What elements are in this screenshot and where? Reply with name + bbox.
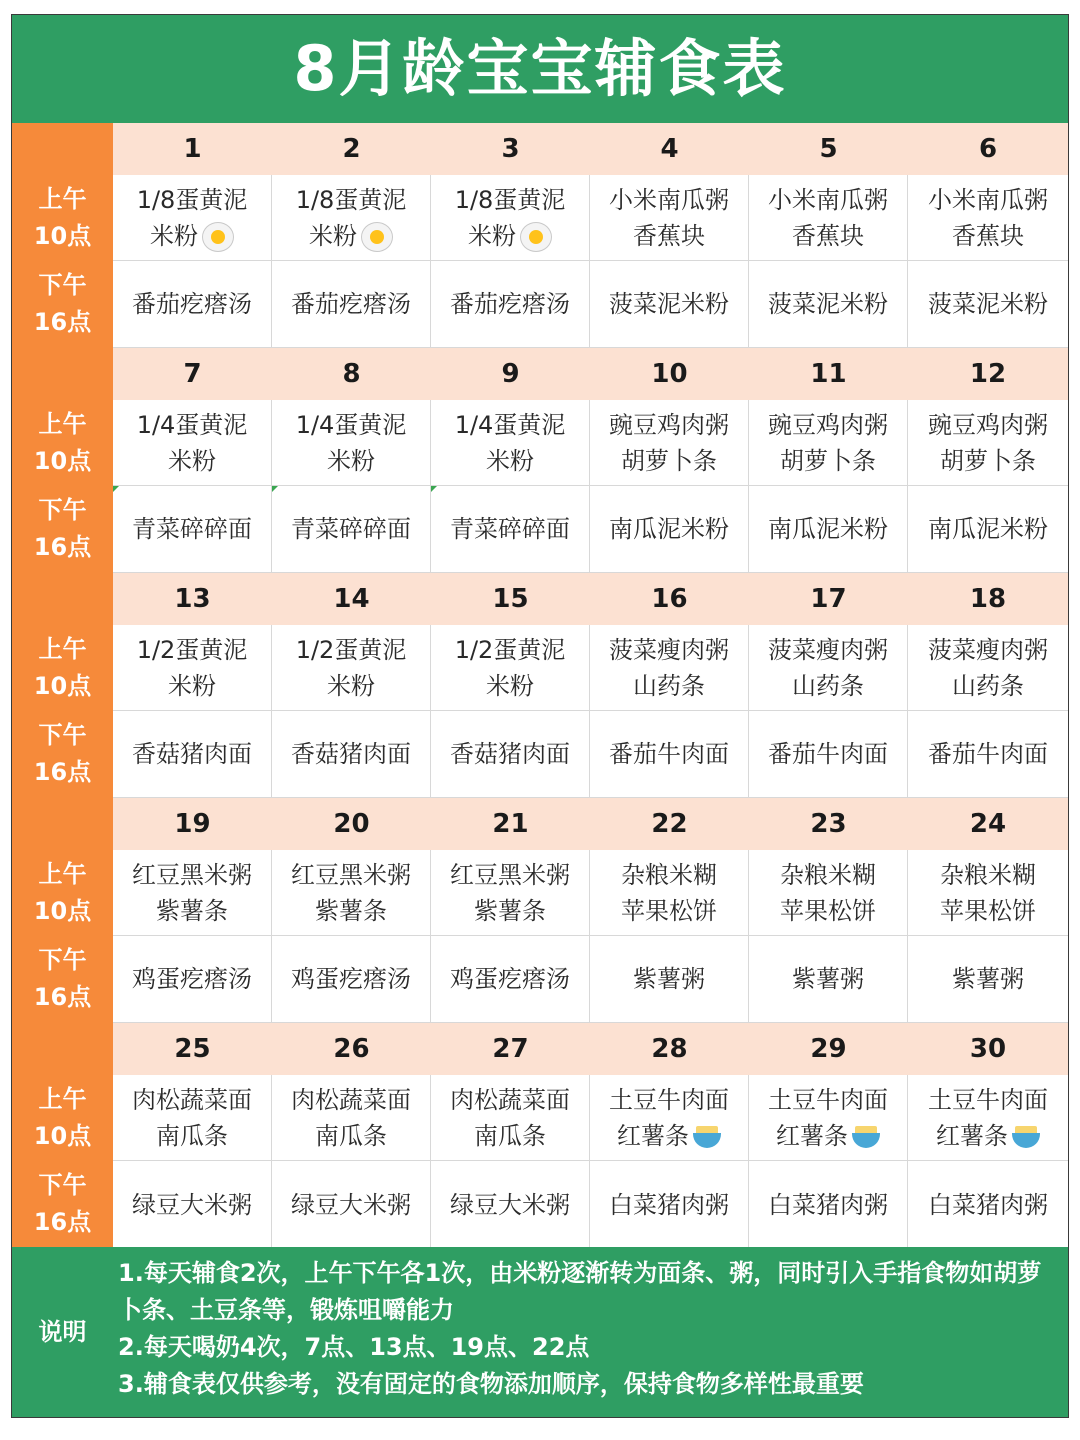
meal-text-line2: [940, 443, 1036, 479]
day-number: 26: [333, 1034, 370, 1064]
morning-meal-cell: [272, 175, 431, 261]
fried-egg-icon: [202, 222, 234, 252]
morning-meal-cell: [749, 625, 908, 711]
meal-text-line2: [952, 218, 1024, 254]
day-number: 24: [969, 809, 1007, 839]
noodle-bowl-icon: [693, 1124, 721, 1150]
afternoon-meal-cell: [590, 1161, 749, 1248]
morning-meal-cell: [908, 175, 1068, 261]
meal-text-line2: [940, 893, 1036, 929]
note-item: 1.每天辅食2次，上午下午各1次，由米粉逐渐转为面条、粥，同时引入手指食物如胡萝卜条、土豆条等，锻炼咀嚼能力: [118, 1259, 1042, 1324]
slot-label-line: 下午: [38, 1171, 87, 1199]
notes-section: [12, 1247, 1068, 1417]
morning-slot-label: [12, 1081, 113, 1155]
meal-text: 菠菜瘦肉粥: [928, 635, 1048, 664]
slot-label-line: 10点: [33, 1122, 92, 1150]
afternoon-meal-cell: [113, 486, 272, 573]
afternoon-meal-cell: [431, 486, 590, 573]
afternoon-meal-cell: [272, 711, 431, 798]
morning-meal-cell: [908, 625, 1068, 711]
meal-text-line2: [315, 1118, 387, 1154]
meal-text: 米粉: [468, 221, 516, 250]
afternoon-meal-cell: [590, 261, 749, 348]
slot-label-line: 上午: [38, 1085, 87, 1113]
morning-slot-label: [12, 181, 113, 255]
meal-text: 土豆牛肉面: [768, 1085, 888, 1114]
morning-meal-cell: [749, 400, 908, 486]
morning-meal-cell: [431, 625, 590, 711]
afternoon-meal-cell: [749, 711, 908, 798]
meal-text-line2: [168, 668, 216, 704]
slot-label-line: 上午: [38, 860, 87, 888]
slot-label-line: 10点: [33, 447, 92, 475]
meal-text: 南瓜泥米粉: [768, 515, 888, 543]
meal-text: 番茄牛肉面: [768, 740, 888, 768]
meal-text: 紫薯粥: [633, 965, 705, 993]
afternoon-meal-cell: [749, 936, 908, 1023]
day-number: 28: [651, 1034, 688, 1064]
afternoon-meal-cell: [272, 486, 431, 573]
afternoon-meal-cell: [431, 261, 590, 348]
meal-text: 南瓜条: [315, 1121, 387, 1150]
morning-meal-cell: [908, 1075, 1068, 1161]
meal-text: 山药条: [952, 671, 1024, 700]
day-number: 6: [978, 134, 998, 164]
fried-egg-icon: [520, 222, 552, 252]
meal-text-line2: [468, 218, 552, 254]
day-number: 10: [651, 359, 688, 389]
meal-text: 肉松蔬菜面: [291, 1085, 411, 1114]
meal-text-line2: [486, 668, 534, 704]
cell-corner-marker: [113, 486, 119, 492]
cell-corner-marker: [272, 486, 278, 492]
slot-label-line: 16点: [33, 533, 92, 561]
morning-meal-cell: [113, 850, 272, 936]
meal-text: 香蕉块: [792, 221, 864, 250]
day-number: 23: [810, 809, 847, 839]
meal-text: 红豆黑米粥: [132, 860, 252, 889]
meal-text-line2: [474, 1118, 546, 1154]
day-number: 8: [342, 359, 361, 389]
afternoon-slot-label: [12, 942, 113, 1016]
meal-text: 白菜猪肉粥: [768, 1190, 888, 1219]
meal-text: 米粉: [327, 671, 375, 700]
morning-meal-cell: [590, 175, 749, 261]
morning-meal-cell: [590, 1075, 749, 1161]
day-number: 13: [174, 584, 211, 614]
afternoon-meal-cell: [749, 1161, 908, 1248]
meal-text: 1/2蛋黄泥: [136, 635, 248, 664]
meal-text: 苹果松饼: [621, 896, 717, 925]
slot-label-line: 16点: [33, 983, 92, 1011]
meal-text: 绿豆大米粥: [132, 1190, 252, 1219]
afternoon-meal-cell: [272, 261, 431, 348]
meal-text: 土豆牛肉面: [609, 1085, 729, 1114]
meal-text: 1/4蛋黄泥: [454, 410, 566, 439]
meal-text: 番茄疙瘩汤: [450, 290, 570, 318]
afternoon-meal-cell: [113, 261, 272, 348]
afternoon-slot-label: [12, 492, 113, 566]
meal-text: 鸡蛋疙瘩汤: [450, 965, 570, 993]
meal-text: 土豆牛肉面: [928, 1085, 1048, 1114]
notes-body: [118, 1255, 1063, 1403]
notes-label: 说明: [38, 1318, 87, 1346]
meal-text: 香蕉块: [633, 221, 705, 250]
day-number: 20: [333, 809, 370, 839]
morning-meal-cell: [590, 850, 749, 936]
meal-text: 红薯条: [617, 1121, 689, 1150]
afternoon-slot-label: [12, 1167, 113, 1241]
meal-text: 南瓜泥米粉: [609, 515, 729, 543]
meal-text: 南瓜条: [156, 1121, 228, 1150]
meal-text-line2: [486, 443, 534, 479]
afternoon-meal-cell: [431, 936, 590, 1023]
meal-text: 紫薯条: [156, 896, 228, 925]
week-block: [12, 573, 1068, 798]
meal-text: 豌豆鸡肉粥: [609, 410, 729, 439]
meal-text: 肉松蔬菜面: [450, 1085, 570, 1114]
morning-meal-cell: [749, 850, 908, 936]
meal-text: 小米南瓜粥: [928, 185, 1048, 214]
meal-text-line2: [150, 218, 234, 254]
note-item: 3.辅食表仅供参考，没有固定的食物添加顺序，保持食物多样性最重要: [118, 1370, 864, 1398]
meal-text: 胡萝卜条: [621, 446, 717, 475]
afternoon-meal-cell: [113, 1161, 272, 1248]
day-number: 19: [174, 809, 211, 839]
meal-text: 青菜碎碎面: [291, 515, 411, 543]
meal-text: 1/8蛋黄泥: [454, 185, 566, 214]
meal-text: 小米南瓜粥: [609, 185, 729, 214]
meal-text: 香蕉块: [952, 221, 1024, 250]
meal-text-line2: [792, 668, 864, 704]
meal-text: 1/4蛋黄泥: [295, 410, 407, 439]
meal-text: 肉松蔬菜面: [132, 1085, 252, 1114]
meal-text-line2: [621, 893, 717, 929]
meal-text-line2: [168, 443, 216, 479]
meal-text-line2: [633, 218, 705, 254]
cell-corner-marker: [431, 486, 437, 492]
meal-text: 1/2蛋黄泥: [454, 635, 566, 664]
morning-meal-cell: [908, 850, 1068, 936]
meal-text: 山药条: [633, 671, 705, 700]
meal-text: 胡萝卜条: [780, 446, 876, 475]
meal-text: 白菜猪肉粥: [609, 1190, 729, 1219]
morning-meal-cell: [431, 850, 590, 936]
noodle-bowl-icon: [852, 1124, 880, 1150]
morning-meal-cell: [749, 175, 908, 261]
meal-text: 绿豆大米粥: [291, 1190, 411, 1219]
morning-slot-label: [12, 406, 113, 480]
morning-meal-cell: [431, 1075, 590, 1161]
meal-text: 南瓜条: [474, 1121, 546, 1150]
afternoon-meal-cell: [590, 936, 749, 1023]
morning-slot-label: [12, 631, 113, 705]
meal-text-line2: [474, 893, 546, 929]
meal-text: 紫薯粥: [952, 965, 1024, 993]
meal-text: 南瓜泥米粉: [928, 515, 1048, 543]
slot-label-line: 下午: [38, 946, 87, 974]
meal-text-line2: [327, 443, 375, 479]
meal-text: 豌豆鸡肉粥: [928, 410, 1048, 439]
note-item: 2.每天喝奶4次，7点、13点、19点、22点: [118, 1333, 590, 1361]
afternoon-meal-cell: [908, 936, 1068, 1023]
afternoon-meal-cell: [749, 261, 908, 348]
meal-text: 米粉: [309, 221, 357, 250]
meal-text: 杂粮米糊: [780, 860, 876, 889]
afternoon-meal-cell: [431, 711, 590, 798]
afternoon-meal-cell: [113, 711, 272, 798]
slot-label-line: 10点: [33, 897, 92, 925]
meal-text: 番茄牛肉面: [609, 740, 729, 768]
day-number: 18: [969, 584, 1007, 614]
meal-text: 番茄疙瘩汤: [132, 290, 252, 318]
day-number: 1: [183, 134, 202, 164]
meal-text: 杂粮米糊: [940, 860, 1036, 889]
afternoon-slot-label: [12, 267, 113, 341]
meal-text: 红薯条: [776, 1121, 848, 1150]
meal-text: 鸡蛋疙瘩汤: [291, 965, 411, 993]
afternoon-meal-cell: [590, 711, 749, 798]
day-number: 27: [492, 1034, 529, 1064]
meal-text-line2: [315, 893, 387, 929]
meal-text: 香菇猪肉面: [291, 740, 411, 768]
day-number-row: [113, 573, 1068, 625]
slot-label-line: 16点: [33, 1208, 92, 1236]
slot-label-line: 16点: [33, 308, 92, 336]
day-number: 17: [810, 584, 847, 614]
afternoon-meal-cell: [272, 936, 431, 1023]
meal-text: 豌豆鸡肉粥: [768, 410, 888, 439]
meal-text: 青菜碎碎面: [450, 515, 570, 543]
meal-text: 1/2蛋黄泥: [295, 635, 407, 664]
slot-label-line: 下午: [38, 721, 87, 749]
day-number-row: [113, 1023, 1068, 1075]
day-number: 25: [174, 1034, 211, 1064]
day-number: 15: [492, 584, 529, 614]
meal-text-line2: [952, 668, 1024, 704]
meal-text: 菠菜瘦肉粥: [768, 635, 888, 664]
meal-text-line2: [621, 443, 717, 479]
meal-text: 米粉: [486, 446, 534, 475]
morning-meal-cell: [431, 400, 590, 486]
afternoon-meal-cell: [431, 1161, 590, 1248]
day-number: 9: [501, 359, 520, 389]
fried-egg-icon: [361, 222, 393, 252]
meal-text: 米粉: [486, 671, 534, 700]
meal-text: 青菜碎碎面: [132, 515, 252, 543]
day-number: 14: [333, 584, 370, 614]
meal-text-line2: [780, 443, 876, 479]
morning-meal-cell: [272, 850, 431, 936]
meal-text-line2: [780, 893, 876, 929]
day-number: 16: [651, 584, 688, 614]
slot-label-line: 16点: [33, 758, 92, 786]
morning-meal-cell: [113, 400, 272, 486]
meal-text-line2: [327, 668, 375, 704]
meal-text: 米粉: [168, 446, 216, 475]
meal-text-line2: [309, 218, 393, 254]
meal-text: 香菇猪肉面: [132, 740, 252, 768]
day-number-row: [113, 123, 1068, 175]
afternoon-meal-cell: [908, 486, 1068, 573]
slot-label-line: 下午: [38, 271, 87, 299]
day-number-row: [113, 798, 1068, 850]
meal-text: 番茄牛肉面: [928, 740, 1048, 768]
day-number: 3: [501, 134, 520, 164]
meal-text-line2: [617, 1118, 721, 1154]
day-number: 30: [969, 1034, 1007, 1064]
meal-text: 菠菜泥米粉: [768, 290, 888, 318]
meal-text: 杂粮米糊: [621, 860, 717, 889]
meal-text: 白菜猪肉粥: [928, 1190, 1048, 1219]
meal-text: 米粉: [150, 221, 198, 250]
meal-text: 小米南瓜粥: [768, 185, 888, 214]
meal-text: 苹果松饼: [780, 896, 876, 925]
morning-meal-cell: [272, 1075, 431, 1161]
day-number: 21: [492, 809, 529, 839]
meal-text: 鸡蛋疙瘩汤: [132, 965, 252, 993]
day-number: 2: [342, 134, 361, 164]
day-number: 29: [810, 1034, 847, 1064]
morning-meal-cell: [590, 625, 749, 711]
meal-text: 1/4蛋黄泥: [136, 410, 248, 439]
week-block: [12, 798, 1068, 1023]
afternoon-meal-cell: [590, 486, 749, 573]
slot-label-line: 上午: [38, 410, 87, 438]
meal-text: 菠菜瘦肉粥: [609, 635, 729, 664]
morning-meal-cell: [272, 400, 431, 486]
meal-text: 红豆黑米粥: [291, 860, 411, 889]
meal-text: 1/8蛋黄泥: [295, 185, 407, 214]
slot-label-line: 下午: [38, 496, 87, 524]
day-number: 12: [969, 359, 1007, 389]
morning-slot-label: [12, 856, 113, 930]
meal-text-line2: [633, 668, 705, 704]
morning-meal-cell: [590, 400, 749, 486]
afternoon-meal-cell: [113, 936, 272, 1023]
afternoon-meal-cell: [908, 261, 1068, 348]
meal-text-line2: [156, 893, 228, 929]
meal-text-line2: [792, 218, 864, 254]
afternoon-meal-cell: [749, 486, 908, 573]
afternoon-slot-label: [12, 717, 113, 791]
meal-text: 苹果松饼: [940, 896, 1036, 925]
noodle-bowl-icon: [1012, 1124, 1040, 1150]
morning-meal-cell: [908, 400, 1068, 486]
day-number: 4: [660, 134, 679, 164]
morning-meal-cell: [272, 625, 431, 711]
morning-meal-cell: [113, 175, 272, 261]
day-number-row: [113, 348, 1068, 400]
meal-text: 山药条: [792, 671, 864, 700]
meal-text-line2: [156, 1118, 228, 1154]
slot-label-line: 10点: [33, 672, 92, 700]
meal-text: 红豆黑米粥: [450, 860, 570, 889]
afternoon-meal-cell: [908, 711, 1068, 798]
day-number: 22: [651, 809, 688, 839]
meal-text: 菠菜泥米粉: [928, 290, 1048, 318]
meal-text-line2: [936, 1118, 1040, 1154]
morning-meal-cell: [431, 175, 590, 261]
meal-text: 绿豆大米粥: [450, 1190, 570, 1219]
meal-text: 米粉: [168, 671, 216, 700]
page-title: 8月龄宝宝辅食表: [12, 15, 1068, 123]
meal-text: 紫薯粥: [792, 965, 864, 993]
slot-label-line: 10点: [33, 222, 92, 250]
week-block: [12, 1023, 1068, 1248]
slot-label-line: 上午: [38, 185, 87, 213]
day-number: 5: [819, 134, 838, 164]
meal-text: 紫薯条: [315, 896, 387, 925]
afternoon-meal-cell: [272, 1161, 431, 1248]
meal-text: 胡萝卜条: [940, 446, 1036, 475]
week-block: [12, 348, 1068, 573]
meal-text: 番茄疙瘩汤: [291, 290, 411, 318]
morning-meal-cell: [113, 1075, 272, 1161]
day-number: 7: [183, 359, 202, 389]
meal-text: 红薯条: [936, 1121, 1008, 1150]
meal-text: 1/8蛋黄泥: [136, 185, 248, 214]
meal-text: 香菇猪肉面: [450, 740, 570, 768]
meal-text: 米粉: [327, 446, 375, 475]
meal-text: 菠菜泥米粉: [609, 290, 729, 318]
meal-text: 紫薯条: [474, 896, 546, 925]
morning-meal-cell: [749, 1075, 908, 1161]
slot-label-line: 上午: [38, 635, 87, 663]
meal-text-line2: [776, 1118, 880, 1154]
morning-meal-cell: [113, 625, 272, 711]
meal-plan-frame: [11, 14, 1069, 1418]
week-block: [12, 123, 1068, 348]
day-number: 11: [810, 359, 847, 389]
afternoon-meal-cell: [908, 1161, 1068, 1248]
